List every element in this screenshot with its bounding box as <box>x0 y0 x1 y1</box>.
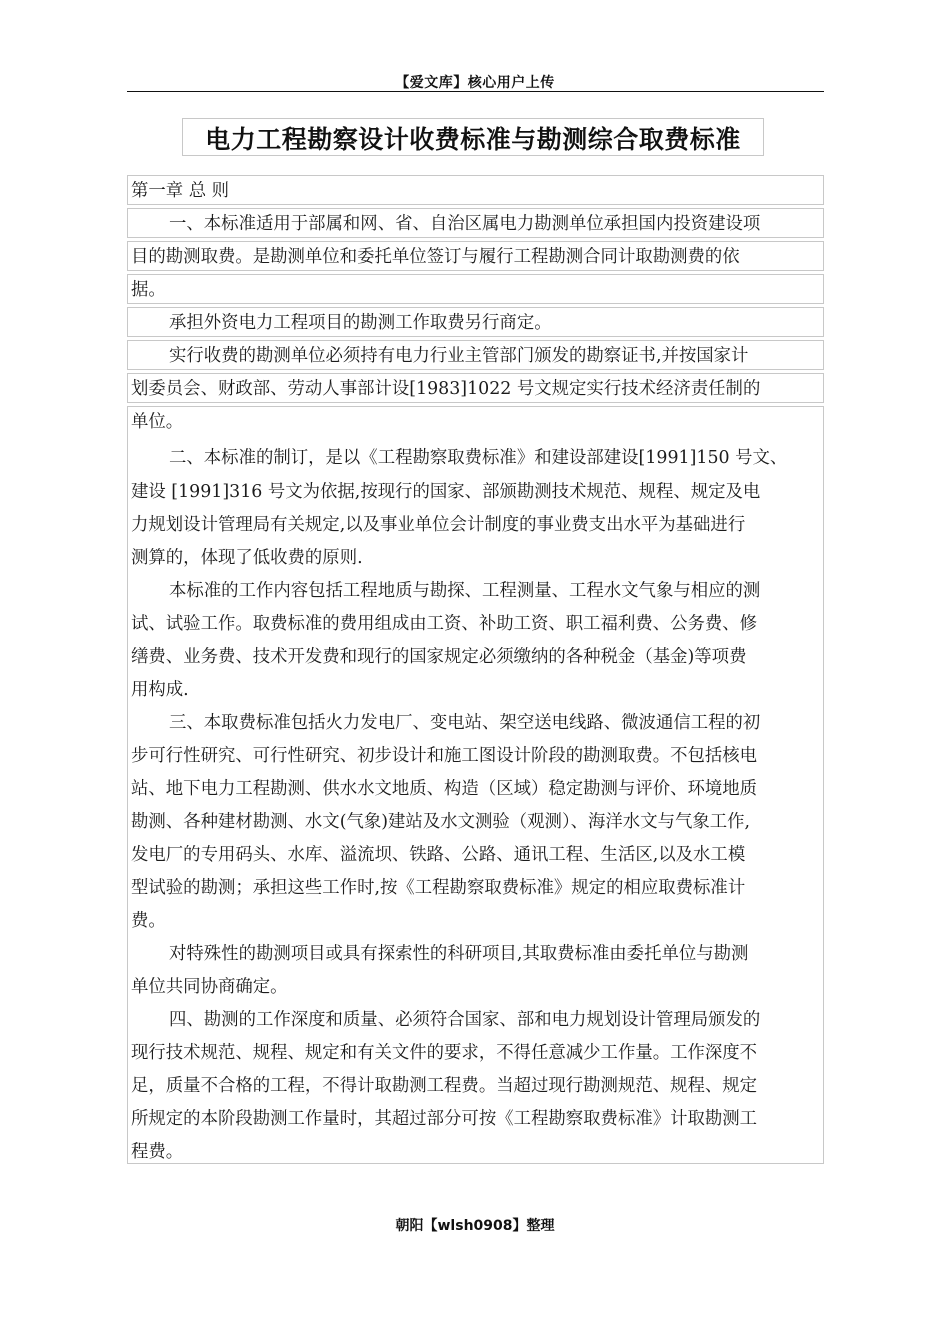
text-line: 步可行性研究、可行性研究、初步设计和施工图设计阶段的勘测取费。不包括核电 <box>131 746 758 766</box>
text-frame <box>127 274 824 304</box>
page-footer: 朝阳【wlsh0908】整理 <box>395 1218 555 1234</box>
text-line: 发电厂的专用码头、水库、溢流坝、铁路、公路、通讯工程、生活区,以及水工模 <box>131 845 746 865</box>
text-line: 三、本取费标准包括火力发电厂、变电站、架空送电线路、微波通信工程的初 <box>169 713 761 733</box>
text-line: 所规定的本阶段勘测工作量时，其超过部分可按《工程勘察取费标准》计取勘测工 <box>131 1109 758 1129</box>
text-line: 力规划设计管理局有关规定,以及事业单位会计制度的事业费支出水平为基础进行 <box>131 515 746 535</box>
text-line: 勘测、各种建材勘测、水文(气象)建站及水文测验（观测）、海洋水文与气象工作, <box>131 812 751 832</box>
text-line: 划委员会、财政部、劳动人事部计设[1983]1022 号文规定实行技术经济责任制的 <box>131 379 761 399</box>
text-line: 试、试验工作。取费标准的费用组成由工资、补助工资、职工福利费、公务费、修 <box>131 614 758 634</box>
text-line: 本标准的工作内容包括工程地质与勘探、工程测量、工程水文气象与相应的测 <box>169 581 761 601</box>
text-line: 程费。 <box>131 1142 184 1162</box>
document-title: 电力工程勘察设计收费标准与勘测综合取费标准 <box>205 125 741 154</box>
header-rule <box>127 91 824 92</box>
text-line: 用构成. <box>131 680 189 700</box>
text-line: 四、勘测的工作深度和质量、必须符合国家、部和电力规划设计管理局颁发的 <box>169 1010 761 1030</box>
text-line: 缮费、业务费、技术开发费和现行的国家规定必须缴纳的各种税金（基金)等项费 <box>131 647 747 667</box>
text-line: 对特殊性的勘测项目或具有探索性的科研项目,其取费标准由委托单位与勘测 <box>169 944 749 964</box>
text-line: 费。 <box>131 911 166 931</box>
text-line: 足，质量不合格的工程，不得计取勘测工程费。当超过现行勘测规范、规程、规定 <box>131 1076 758 1096</box>
text-line: 单位。 <box>131 412 184 432</box>
text-line: 型试验的勘测；承担这些工作时,按《工程勘察取费标准》规定的相应取费标准计 <box>131 878 746 898</box>
text-line: 站、地下电力工程勘测、供水水文地质、构造（区域）稳定勘测与评价、环境地质 <box>131 779 758 799</box>
page-header: 【爱文库】核心用户上传 <box>395 75 555 91</box>
text-line: 建设 [1991]316 号文为依据,按现行的国家、部颁勘测技术规范、规程、规定及电 <box>131 482 761 502</box>
text-line: 测算的，体现了低收费的原则. <box>131 548 363 568</box>
text-frame <box>127 175 824 205</box>
text-line: 二、本标准的制订，是以《工程勘察取费标准》和建设部建设[1991]150 号文、 <box>169 448 788 468</box>
text-line: 实行收费的勘测单位必须持有电力行业主管部门颁发的勘察证书,并按国家计 <box>169 346 749 366</box>
text-line: 目的勘测取费。是勘测单位和委托单位签订与履行工程勘测合同计取勘测费的依 <box>131 247 740 267</box>
text-line: 据。 <box>131 280 166 300</box>
chapter-heading: 第一章 总 则 <box>131 181 230 201</box>
text-line: 一、本标准适用于部属和网、省、自治区属电力勘测单位承担国内投资建设项 <box>169 214 761 234</box>
text-line: 承担外资电力工程项目的勘测工作取费另行商定。 <box>169 313 552 333</box>
text-line: 单位共同协商确定。 <box>131 977 288 997</box>
text-line: 现行技术规范、规程、规定和有关文件的要求，不得任意减少工作量。工作深度不 <box>131 1043 758 1063</box>
